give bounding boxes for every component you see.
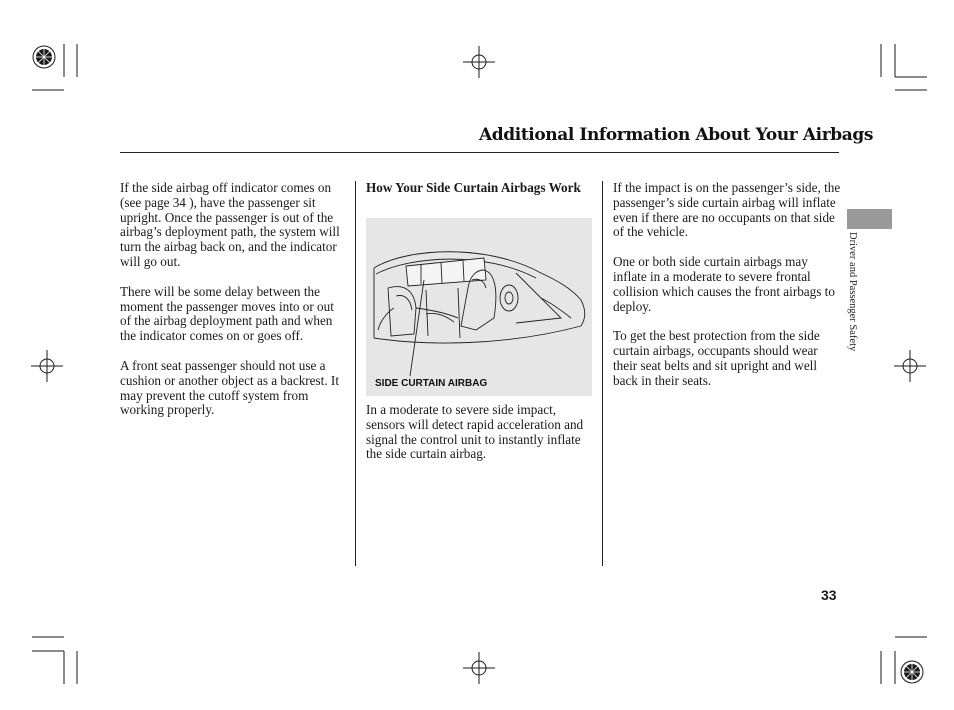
paragraph: If the side airbag off indicator comes on (see page 34 ), have the passenger sit upright. Once the passenger is out of the airbag’s deployment path, the system will turn the airbag back on, and the indicator will go out. — [120, 180, 340, 269]
section-tab-label — [846, 232, 860, 392]
page-title: Additional Information About Your Airbags — [479, 125, 874, 145]
title-rule — [120, 152, 839, 153]
column-divider — [602, 181, 603, 566]
car-interior-drawing — [366, 218, 592, 396]
paragraph: In a moderate to severe side impact, sensors will detect rapid acceleration and signal the control unit to instantly inflate the side curtain airbag. — [366, 402, 584, 462]
section-tab-marker — [847, 209, 892, 229]
column-2 — [366, 181, 594, 196]
paragraph: A front seat passenger should not use a cushion or another object as a backrest. It may prevent the cutoff system from working properly. — [120, 357, 339, 418]
figure-caption: SIDE CURTAIN AIRBAG — [375, 378, 488, 389]
column-divider — [355, 181, 356, 566]
page-number: 33 — [821, 587, 837, 603]
paragraph: To get the best protection from the side curtain airbags, occupants should wear their seat belts and sit upright and well back in their seats. — [613, 328, 820, 388]
side-curtain-airbag-illustration — [366, 218, 592, 396]
column-1 — [120, 181, 348, 433]
section-subheading: How Your Side Curtain Airbags Work — [366, 180, 581, 195]
section-tab-text: Driver and Passenger Safety — [847, 232, 858, 352]
column-3 — [613, 181, 841, 404]
paragraph: One or both side curtain airbags may inflate in a moderate to severe frontal collision which causes the front airbags to deploy. — [613, 254, 835, 314]
paragraph: If the impact is on the passenger’s side, the passenger’s side curtain airbag will inflate even if there are no occupants on that side of the vehicle. — [613, 180, 841, 240]
paragraph: There will be some delay between the moment the passenger moves into or out of the airbag deployment path and when the indicator comes on or goes off. — [120, 283, 334, 344]
